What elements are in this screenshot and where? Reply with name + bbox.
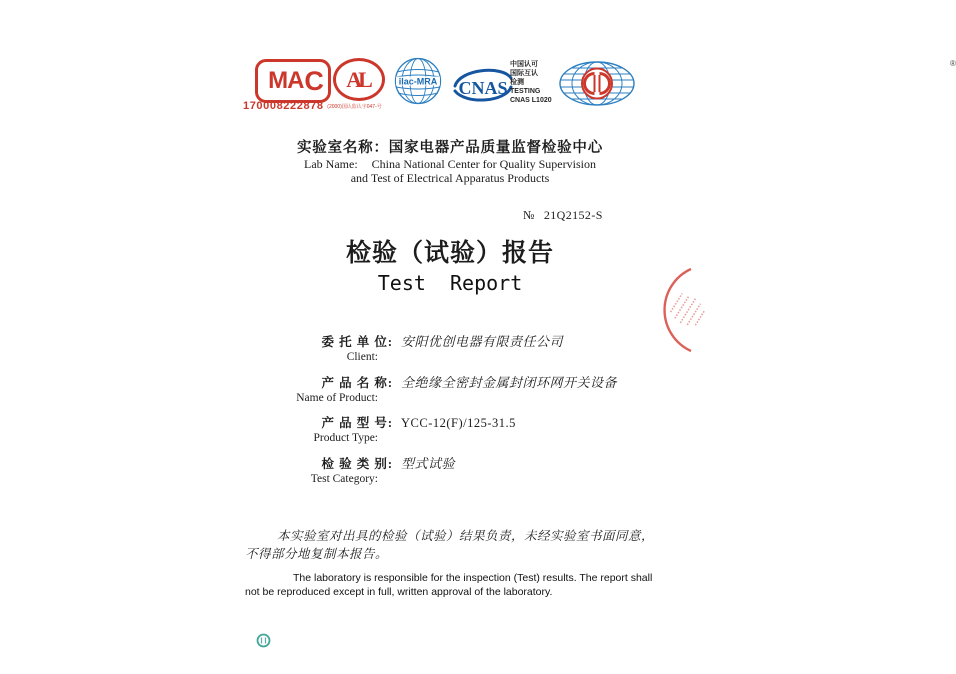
lab-name-zh-text: 国家电器产品质量监督检验中心 (388, 140, 603, 156)
cma-letters: MA (268, 67, 304, 94)
cnas-logo (452, 65, 514, 105)
globe-icon (558, 60, 636, 107)
field-client (230, 331, 670, 363)
product-name-label-zh: 产 品 名 称: (321, 376, 393, 390)
field-product-type (230, 413, 670, 444)
accreditation-line-4: TESTING (510, 88, 541, 95)
statement-en: The laboratory is responsible for the inspection (Test) results. The report shall not be reproduced except in full, written approval of the laboratory. (245, 572, 653, 598)
ilac-globe-icon (394, 57, 442, 105)
product-type-label-en: Product Type: (313, 432, 378, 444)
report-fields (230, 331, 670, 494)
product-name-value: 全绝缘全密封金属封闭环网开关设备 (401, 375, 618, 390)
mini-seal-icon (256, 633, 271, 648)
cal-logo (333, 58, 385, 101)
numero-sign: № (523, 208, 535, 222)
accreditation-line-2: 国际互认 (510, 70, 538, 77)
client-label-zh: 委 托 单 位: (321, 335, 393, 349)
cma-certificate-number (243, 100, 382, 112)
cma-number-text: 170008222878 (243, 100, 324, 112)
test-category-label-en: Test Category: (310, 473, 378, 485)
statement-zh: 本实验室对出具的检验（试验）结果负责，未经实验室书面同意，不得部分地复制本报告。 (245, 529, 655, 561)
lab-label-en: Lab Name: (304, 157, 358, 171)
cnas-logo-icon (452, 65, 514, 105)
report-number-value: 21Q2152-S (543, 208, 603, 222)
report-number (523, 208, 603, 223)
cma-c-letter: C (304, 65, 324, 96)
registered-trademark-symbol: ® (950, 59, 956, 68)
accreditation-line-5: CNAS L1020 (510, 97, 552, 104)
title-zh: 检验（试验）报告 (345, 239, 554, 267)
field-product-name (230, 372, 670, 404)
ilac-label: ilac-MRA (398, 76, 438, 87)
lab-name-block (230, 140, 670, 185)
cal-letters: AL (346, 66, 369, 92)
accreditation-text-block (510, 60, 552, 105)
lab-name-en-line2: and Test of Electrical Apparatus Products (350, 171, 550, 185)
lab-name-en-text1: China National Center for Quality Supervision (371, 157, 596, 171)
client-value: 安阳优创电器有限责任公司 (401, 334, 564, 349)
accreditation-line-3: 检测 (510, 79, 524, 86)
lab-name-zh (230, 140, 670, 156)
lab-name-en-line1 (230, 157, 670, 171)
product-type-label-zh: 产 品 型 号: (321, 416, 393, 430)
cma-logo (255, 59, 331, 103)
title-en: Test Report (377, 271, 523, 295)
field-test-category (230, 453, 670, 485)
product-name-label-en: Name of Product: (296, 392, 378, 404)
lab-label-zh: 实验室名称： (296, 140, 389, 156)
product-type-value: YCC-12(F)/125-31.5 (401, 416, 516, 430)
cnas-label: CNAS (458, 78, 508, 98)
ilac-mra-logo (394, 57, 442, 105)
mini-teal-seal (256, 633, 271, 648)
cqc-globe-logo (558, 59, 956, 107)
client-label-en: Client: (346, 351, 378, 363)
cma-note-text: (2000)国认监认字047-号 (327, 104, 382, 110)
test-category-label-zh: 检 验 类 别: (321, 457, 393, 471)
test-category-value: 型式试验 (401, 456, 456, 471)
accreditation-line-1: 中国认可 (510, 61, 538, 68)
document-title (230, 238, 670, 295)
